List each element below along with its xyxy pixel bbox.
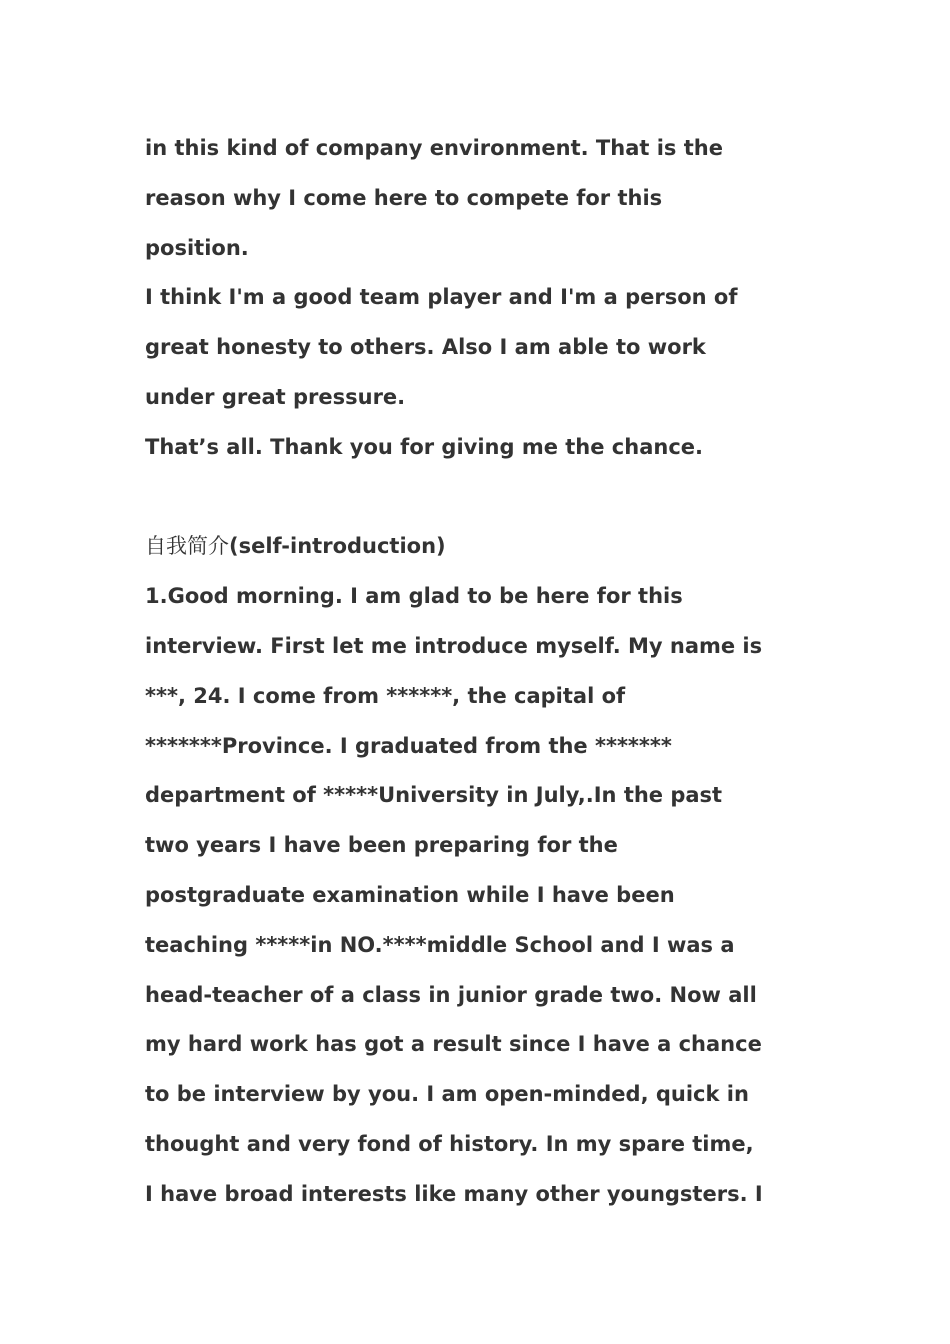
text-line: position. (145, 235, 249, 260)
text-line: head-teacher of a class in junior grade two. Now all (145, 982, 757, 1007)
text-line: under great pressure. (145, 384, 406, 409)
text-line: 1.Good morning. I am glad to be here for this (145, 584, 683, 609)
document-body (145, 124, 825, 1220)
text-line: interview. First let me introduce myself. My name is (145, 633, 763, 658)
text-line: teaching *****in NO.****middle School and I was a (145, 932, 735, 957)
text-line: department of *****University in July,.In the past (145, 783, 723, 808)
text-line: *******Province. I graduated from the ******* (145, 733, 672, 758)
heading-latin-text: (self-introduction) (229, 534, 446, 559)
text-line: to be interview by you. I am open-minded, quick in (145, 1082, 749, 1107)
text-line: great honesty to others. Also I am able to work (145, 335, 706, 360)
text-line: ***, 24. I come from ******, the capital of (145, 683, 626, 708)
text-line: thought and very fond of history. In my spare time, (145, 1131, 754, 1156)
closing-line: That’s all. Thank you for giving me the chance. (145, 434, 703, 459)
text-line: two years I have been preparing for the (145, 833, 618, 858)
text-line: my hard work has got a result since I have a chance (145, 1032, 762, 1057)
text-line: postgraduate examination while I have been (145, 882, 675, 907)
heading-cjk-text: 自我简介 (145, 534, 229, 559)
text-line: reason why I come here to compete for this (145, 185, 663, 210)
section-heading (145, 522, 825, 572)
text-line: in this kind of company environment. That is the (145, 136, 723, 160)
text-line: I think I'm a good team player and I'm a person of (145, 285, 738, 310)
text-line: I have broad interests like many other youngsters. I (145, 1181, 763, 1206)
blank-line (145, 473, 825, 523)
